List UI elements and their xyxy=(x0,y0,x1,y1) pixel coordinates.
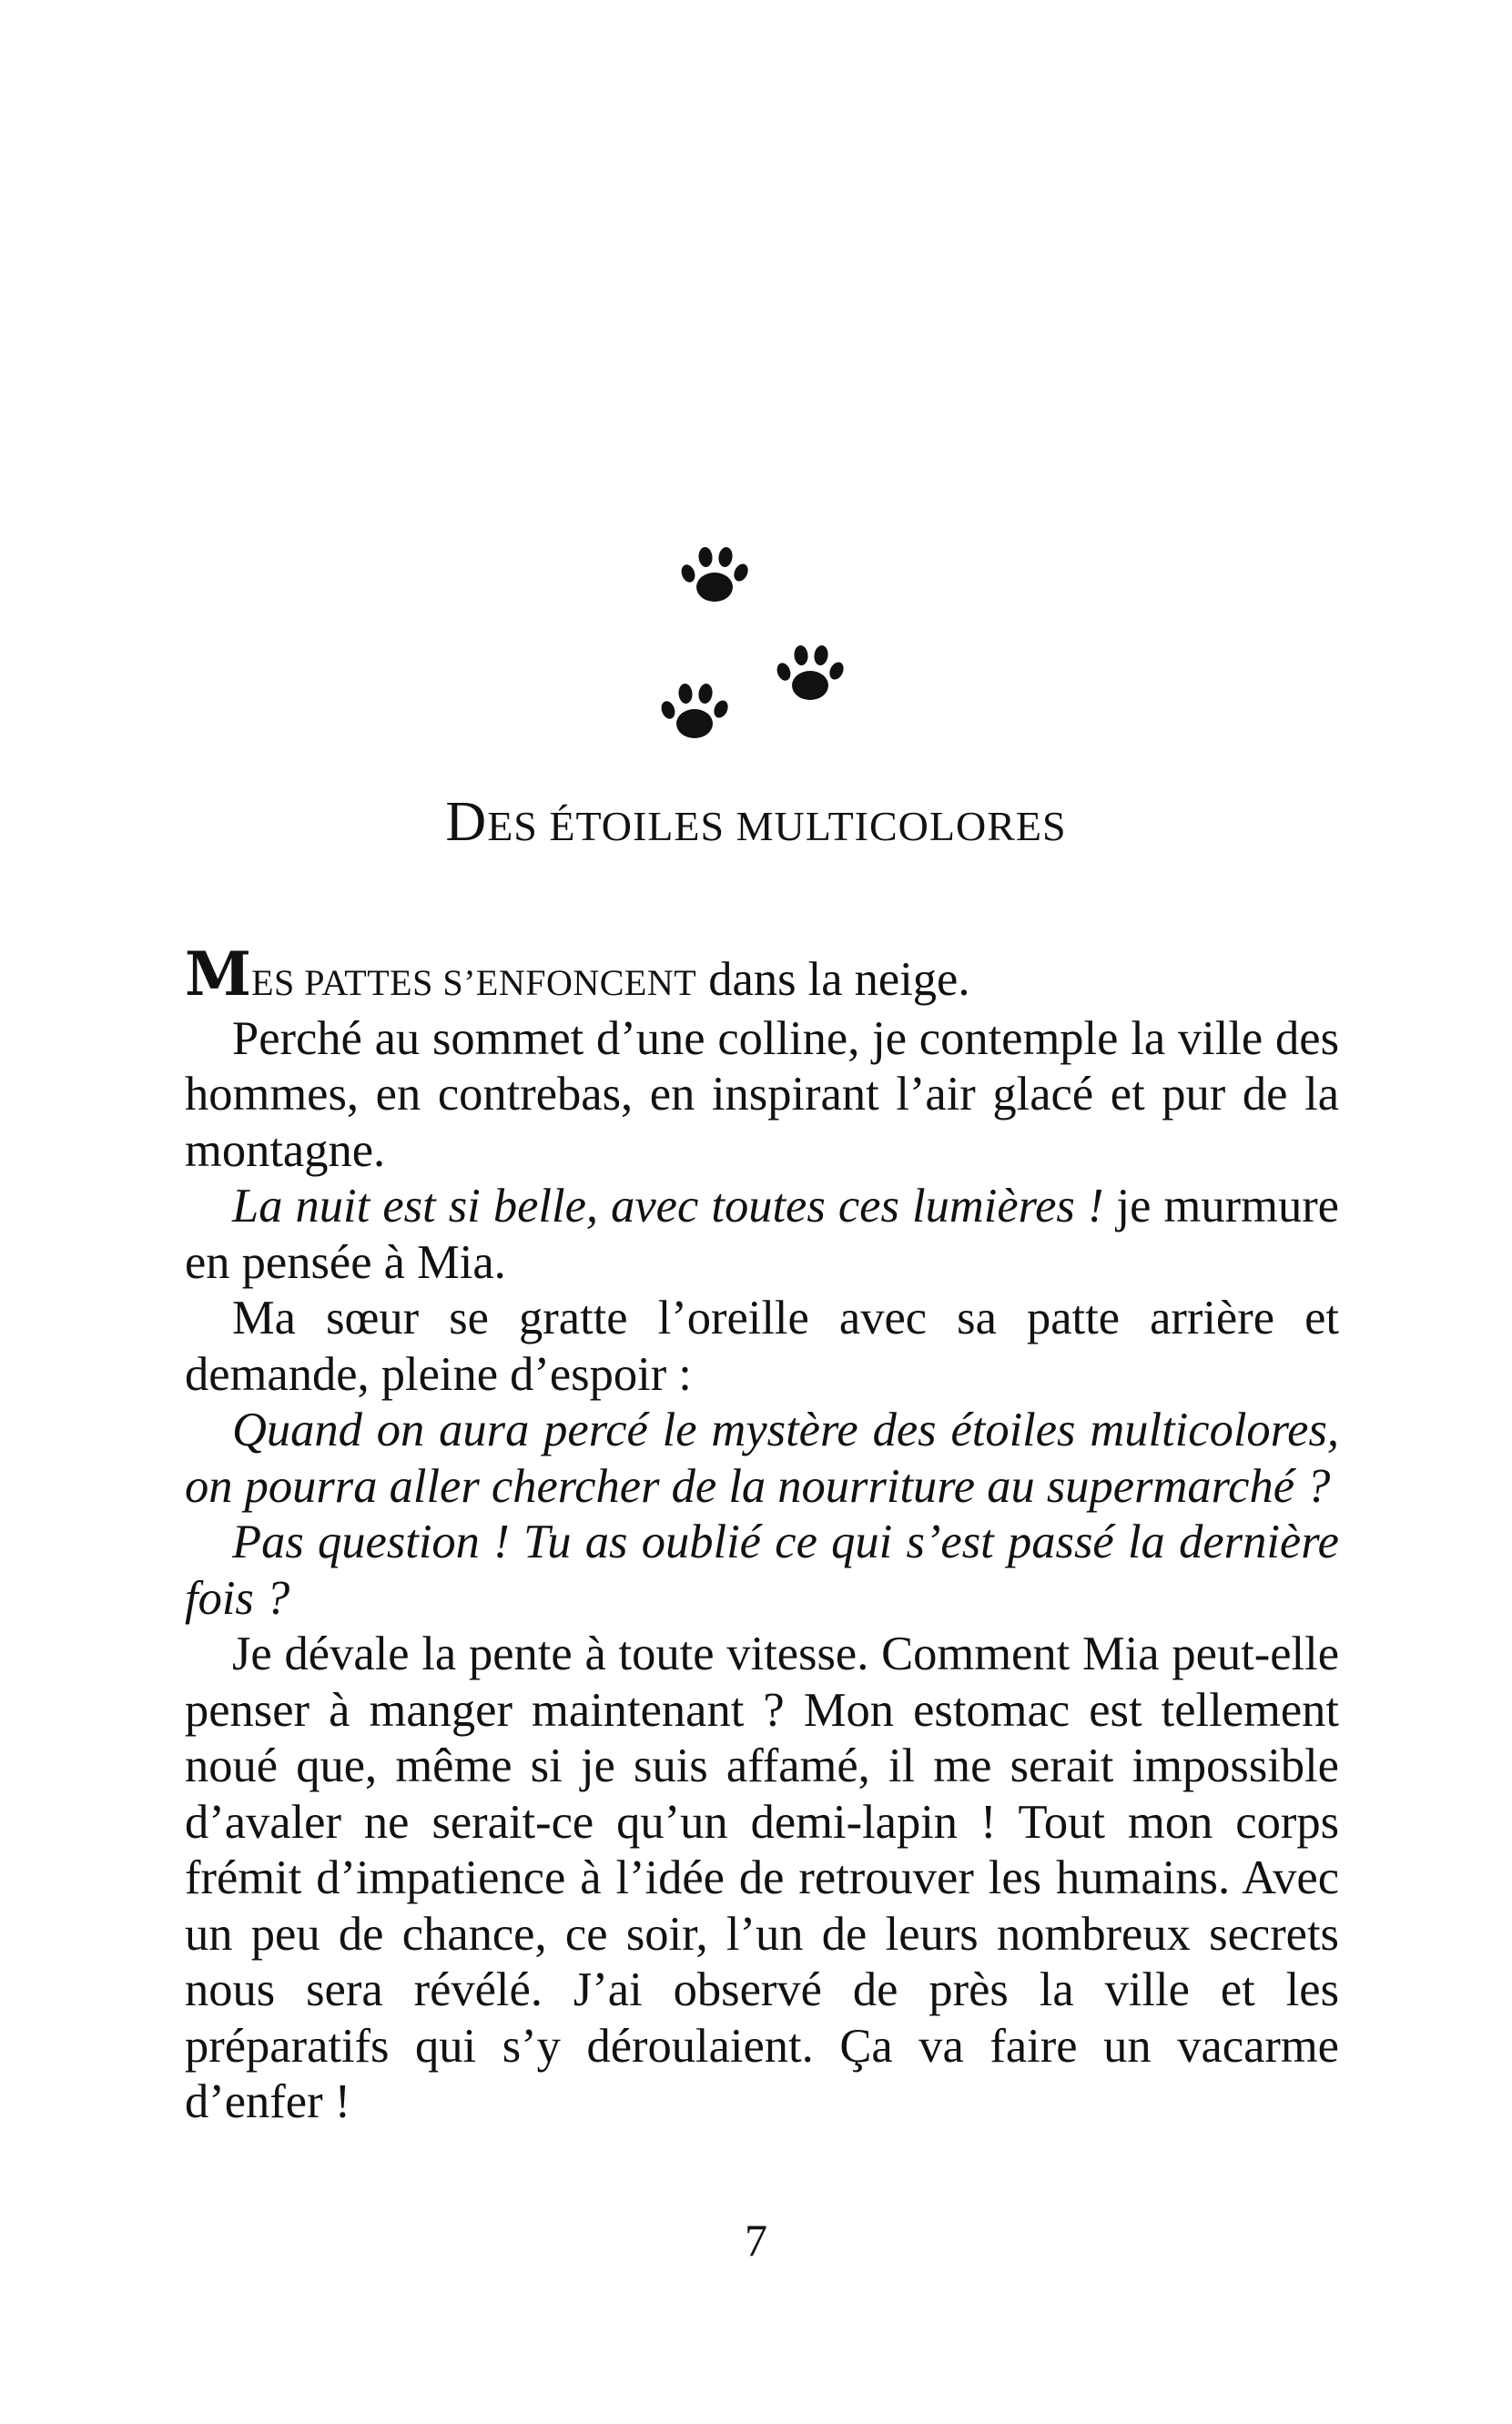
paragraph-3-rest: je murmure en pensée à Mia. xyxy=(185,1180,1339,1289)
paragraph-3-italic: La nuit est si belle, avec toutes ces lumières ! xyxy=(232,1180,1104,1232)
chapter-title-initial: D xyxy=(445,791,488,853)
paw-print-right xyxy=(775,644,847,700)
paragraph-4: Ma sœur se gratte l’oreille avec sa patte arrière et demande, pleine d’espoir : xyxy=(185,1292,1339,1401)
opening-small-caps: ES PATTES S’ENFONCENT xyxy=(251,962,697,1003)
paw-prints-icon xyxy=(637,532,883,751)
paragraph-5-thought: Quand on aura percé le mystère des étoiles multicolores, on pourra aller chercher de la nourriture au supermarché ? xyxy=(185,1404,1339,1513)
paw-print-top xyxy=(679,546,751,602)
paragraph-6-thought: Pas question ! Tu as oublié ce qui s’est passé la dernière fois ? xyxy=(185,1516,1339,1625)
chapter-title-rest: ES ÉTOILES MULTICOLORES xyxy=(487,803,1067,849)
paragraph-2: Perché au sommet d’une colline, je contemple la ville des hommes, en contrebas, en inspirant l’air glacé et pur de la montagne. xyxy=(185,1011,1339,1177)
page-number: 7 xyxy=(745,2215,767,2266)
chapter-title xyxy=(0,790,1512,855)
paragraph-3 xyxy=(185,1179,1339,1291)
drop-cap: M xyxy=(185,938,252,1009)
paragraph-1-rest: dans la neige. xyxy=(696,953,970,1006)
paragraph-7: Je dévale la pente à toute vitesse. Comment Mia peut-elle penser à manger maintenant ? Mon estomac est tellement noué que, même si je suis affamé, il me serait impossible d’avaler ne serait-ce qu’un demi-lapin ! Tout mon corps frémit d’impatience à l’idée de retrouver les humains. Avec un peu de chance, ce soir, l’un de leurs nombreux secrets nous sera révélé. J’ai observé de près la ville et les préparatifs qui s’y déroulaient. Ça va faire un vacarme d’enfer ! xyxy=(185,1628,1339,2128)
paragraph-1 xyxy=(185,938,1339,1011)
paw-print-bottom xyxy=(659,683,731,738)
chapter-body xyxy=(185,938,1339,2131)
